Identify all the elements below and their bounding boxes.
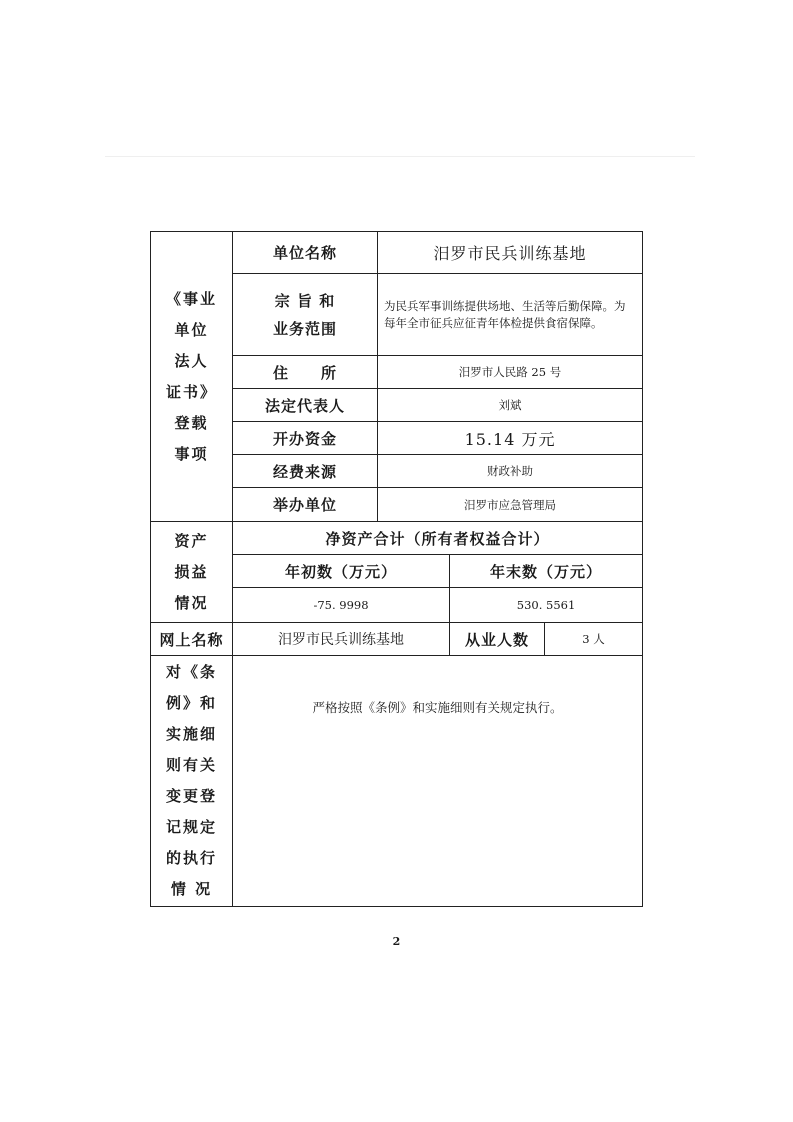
execution-line: 的执行 xyxy=(165,849,217,867)
unit-name-value: 汨罗市民兵训练基地 xyxy=(378,232,643,274)
execution-value: 严格按照《条例》和实施细则有关规定执行。 xyxy=(312,700,563,715)
row-execution xyxy=(151,656,643,907)
net-assets-header: 净资产合计（所有者权益合计） xyxy=(233,522,643,555)
funding-label: 经费来源 xyxy=(233,455,378,488)
address-label: 住 所 xyxy=(233,356,378,389)
legal-rep-label: 法定代表人 xyxy=(233,389,378,422)
capital-label: 开办资金 xyxy=(233,422,378,455)
page-number: 2 xyxy=(392,935,401,948)
unit-name-label: 单位名称 xyxy=(233,232,378,274)
registration-line: 法人 xyxy=(174,351,209,370)
execution-label xyxy=(151,656,233,907)
execution-line: 情 况 xyxy=(170,880,213,898)
legal-rep-value: 刘斌 xyxy=(378,389,643,422)
execution-line: 实施细 xyxy=(165,725,217,743)
execution-line: 变更登 xyxy=(165,787,217,805)
purpose-label-line-1: 宗 旨 和 xyxy=(274,291,336,310)
begin-year-label: 年初数（万元） xyxy=(233,555,450,588)
row-unit-name xyxy=(151,232,643,274)
certificate-table xyxy=(150,231,643,907)
staff-count-label: 从业人数 xyxy=(450,623,545,656)
assets-label xyxy=(151,522,233,623)
row-assets-header xyxy=(151,522,643,555)
address-value: 汨罗市人民路 25 号 xyxy=(378,356,643,389)
purpose-label-line-2: 业务范围 xyxy=(272,319,337,338)
assets-line: 资产 xyxy=(174,531,209,550)
execution-line: 对《条 xyxy=(165,663,217,681)
purpose-label xyxy=(233,274,378,356)
registration-line: 登载 xyxy=(174,413,209,432)
execution-value-cell xyxy=(233,656,643,907)
execution-line: 例》和 xyxy=(165,694,217,712)
begin-year-value: -75. 9998 xyxy=(233,588,450,623)
staff-count-value: 3 人 xyxy=(545,623,643,656)
execution-line: 记规定 xyxy=(165,818,217,836)
execution-line: 则有关 xyxy=(165,756,217,774)
registration-items-label xyxy=(151,232,233,522)
end-year-value: 530. 5561 xyxy=(450,588,643,623)
sponsor-value: 汨罗市应急管理局 xyxy=(378,488,643,522)
sponsor-label: 举办单位 xyxy=(233,488,378,522)
funding-value: 财政补助 xyxy=(378,455,643,488)
capital-value: 15.14 万元 xyxy=(378,422,643,455)
registration-line: 事项 xyxy=(174,444,209,463)
scan-edge xyxy=(105,156,695,157)
online-name-value: 汨罗市民兵训练基地 xyxy=(233,623,450,656)
registration-line: 证书》 xyxy=(165,382,217,401)
registration-line: 单位 xyxy=(174,320,209,339)
online-name-label: 网上名称 xyxy=(151,623,233,656)
purpose-value: 为民兵军事训练提供场地、生活等后勤保障。为每年全市征兵应征青年体检提供食宿保障。 xyxy=(378,274,643,356)
assets-line: 损益 xyxy=(174,562,209,581)
registration-line: 《事业 xyxy=(165,289,217,308)
end-year-label: 年末数（万元） xyxy=(450,555,643,588)
row-online xyxy=(151,623,643,656)
assets-line: 情况 xyxy=(174,593,209,612)
